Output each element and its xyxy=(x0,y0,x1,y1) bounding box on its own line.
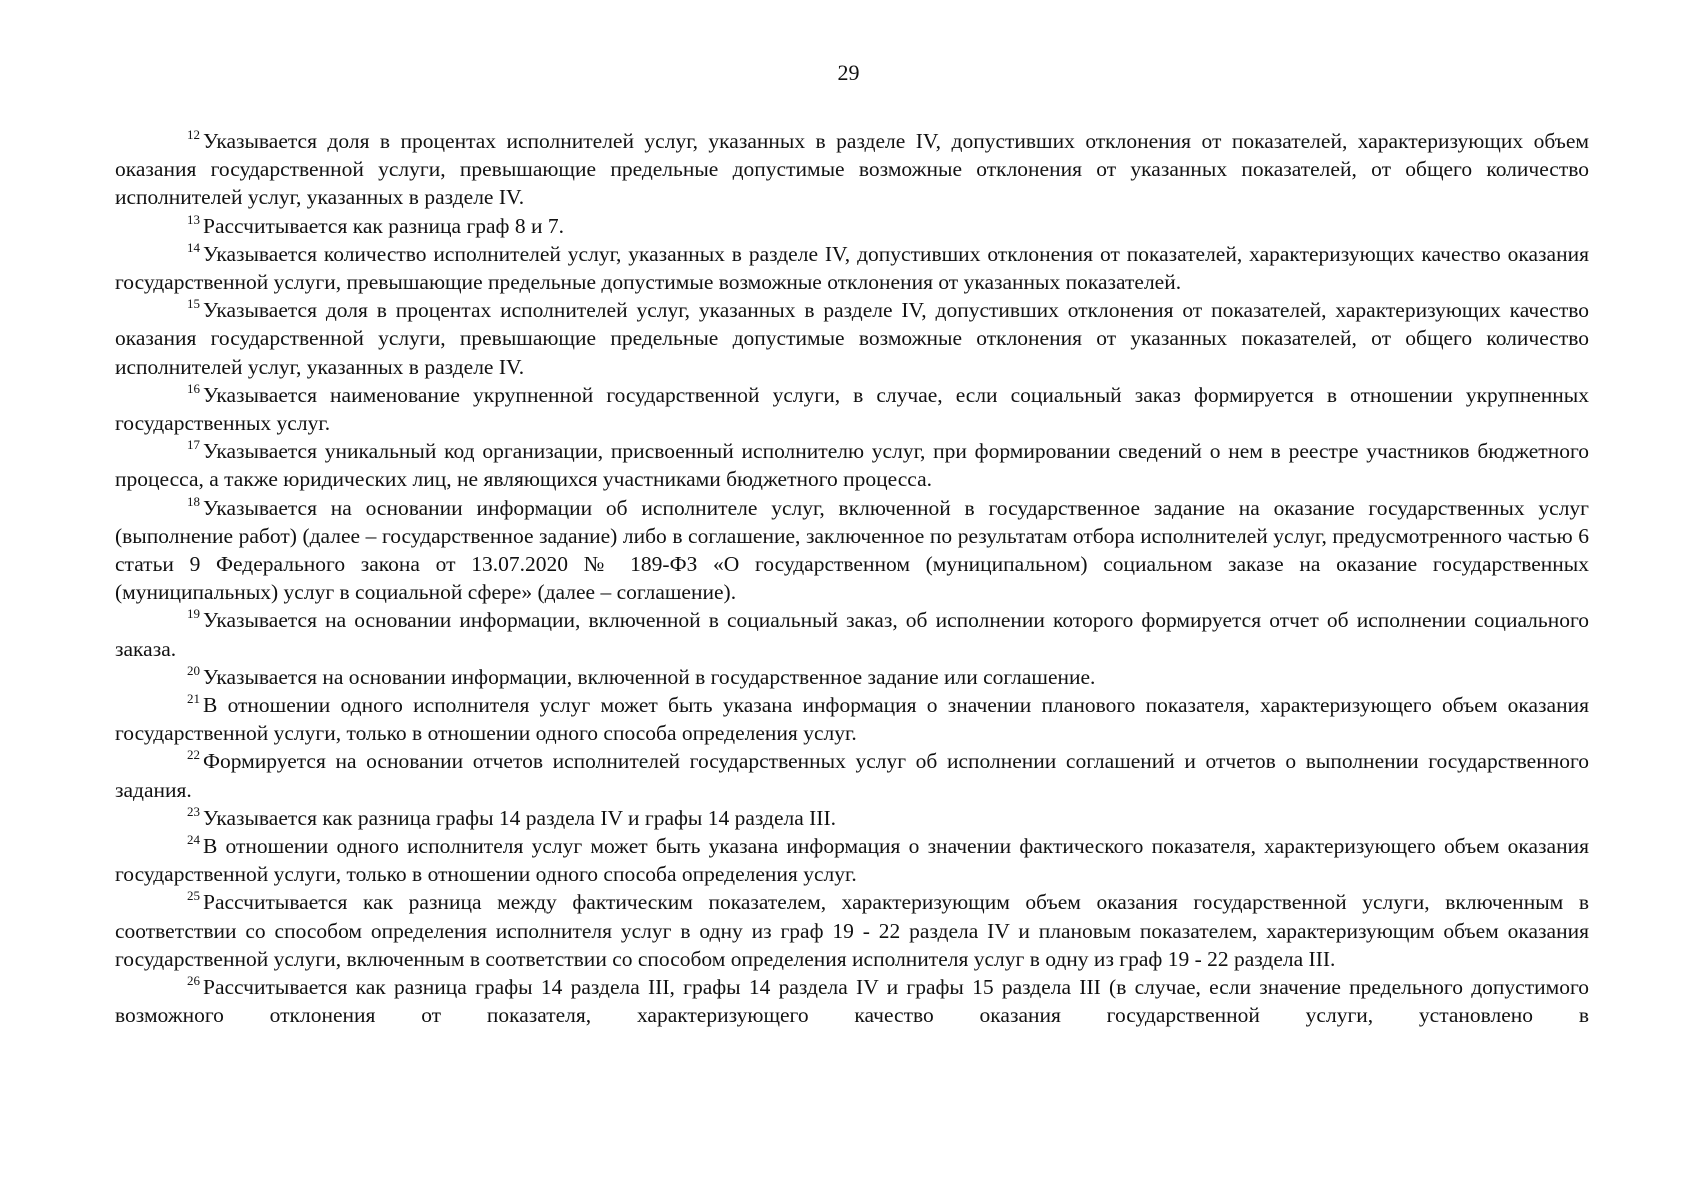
footnote-marker: 12 xyxy=(187,127,200,142)
footnote-20 xyxy=(115,663,1589,691)
footnote-marker: 13 xyxy=(187,211,200,227)
footnote-marker: 22 xyxy=(187,747,200,763)
footnote-marker: 15 xyxy=(187,296,200,312)
footnote-22 xyxy=(115,747,1589,803)
footnote-text: Указывается наименование укрупненной государственной услуги, в случае, если социальный заказ формируется в отношении укрупненных государственных услуг. xyxy=(115,382,1589,436)
footnote-marker: 17 xyxy=(187,437,200,453)
footnote-marker: 19 xyxy=(187,606,200,622)
footnote-text: Рассчитывается как разница графы 14 раздела III, графы 14 раздела IV и графы 15 раздела III (в случае, если значение предельного допустимого возможного отклонения от показателя, характеризующего качество оказания государственной услуги, установлено в xyxy=(115,975,1589,1028)
footnote-marker: 18 xyxy=(187,493,200,509)
footnote-marker: 24 xyxy=(187,832,200,848)
footnote-marker: 23 xyxy=(187,803,200,819)
footnote-marker: 20 xyxy=(187,662,200,678)
footnote-12 xyxy=(115,127,1589,212)
footnote-text: В отношении одного исполнителя услуг может быть указана информация о значении фактического показателя, характеризующего объем оказания государственной услуги, только в отношении одного способа определения услуг. xyxy=(115,834,1589,887)
footnote-text: Указывается как разница графы 14 раздела IV и графы 14 раздела III. xyxy=(203,805,836,830)
footnote-text: Указывается на основании информации об исполнителе услуг, включенной в государственное задание на оказание государственных услуг (выполнение работ) (далее – государственное задание) либо в соглашение, заключенное по результатам отбора исполнителей услуг, предусмотренного частью 6 статьи 9 Федерального закона от 13.07.2020 № 189-ФЗ «О государственном (муниципальном) социальном заказе на оказание государственных (муниципальных) услуг в социальной сфере» (далее – соглашение). xyxy=(115,495,1589,605)
footnote-text: Указывается доля в процентах исполнителей услуг, указанных в разделе IV, допустивших отклонения от показателей, характеризующих качество оказания государственной услуги, превышающие предельные допустимые возможные отклонения от указанных показателей, от общего количество исполнителей услуг, указанных в разделе IV. xyxy=(115,298,1589,379)
footnote-19 xyxy=(115,606,1589,662)
footnote-text: Указывается на основании информации, включенной в государственное задание или соглашение. xyxy=(203,664,1096,689)
footnote-15 xyxy=(115,296,1589,381)
footnote-text: Указывается количество исполнителей услуг, указанных в разделе IV, допустивших отклонения от показателей, характеризующих качество оказания государственной услуги, превышающие предельные допустимые возможные отклонения от указанных показателей. xyxy=(115,241,1589,295)
footnote-text: Указывается уникальный код организации, присвоенный исполнителю услуг, при формировании сведений о нем в реестре участников бюджетного процесса, а также юридических лиц, не являющихся участниками бюджетного процесса. xyxy=(115,439,1589,492)
footnote-14 xyxy=(115,240,1589,296)
footnote-25 xyxy=(115,888,1589,973)
page-number: 29 xyxy=(837,60,860,85)
footnote-text: Формируется на основании отчетов исполнителей государственных услуг об исполнении соглашений и отчетов о выполнении государственного задания. xyxy=(115,749,1589,802)
footnote-marker: 26 xyxy=(187,973,200,989)
footnote-text: Рассчитывается как разница граф 8 и 7. xyxy=(203,213,564,238)
footnote-text: Рассчитывается как разница между фактическим показателем, характеризующим объем оказания государственной услуги, включенным в соответствии со способом определения исполнителя услуг в одну из граф 19 - 22 раздела IV и плановым показателем, характеризующим объем оказания государственной услуги, включенным в соответствии со способом определения исполнителя услуг в одну из граф 19 - 22 раздела III. xyxy=(115,890,1589,971)
footnotes-list xyxy=(115,127,1589,1030)
footnote-marker: 16 xyxy=(187,380,200,396)
footnote-text: В отношении одного исполнителя услуг может быть указана информация о значении планового показателя, характеризующего объем оказания государственной услуги, только в отношении одного способа определения услуг. xyxy=(115,693,1589,746)
footnote-17 xyxy=(115,437,1589,493)
footnote-18 xyxy=(115,494,1589,607)
footnote-26 xyxy=(115,973,1589,1029)
footnote-marker: 14 xyxy=(187,239,200,255)
footnote-24 xyxy=(115,832,1589,888)
footnote-text: Указывается на основании информации, включенной в социальный заказ, об исполнении которого формируется отчет об исполнении социального заказа. xyxy=(115,608,1589,661)
footnote-23 xyxy=(115,804,1589,832)
footnote-marker: 21 xyxy=(187,691,200,707)
footnote-21 xyxy=(115,691,1589,747)
footnote-text: Указывается доля в процентах исполнителей услуг, указанных в разделе IV, допустивших отклонения от показателей, характеризующих объем оказания государственной услуги, превышающие предельные допустимые возможные отклонения от указанных показателей, от общего количество исполнителей услуг, указанных в разделе IV. xyxy=(115,129,1589,210)
footnote-16 xyxy=(115,381,1589,437)
footnote-marker: 25 xyxy=(187,888,200,904)
footnote-13 xyxy=(115,212,1589,240)
